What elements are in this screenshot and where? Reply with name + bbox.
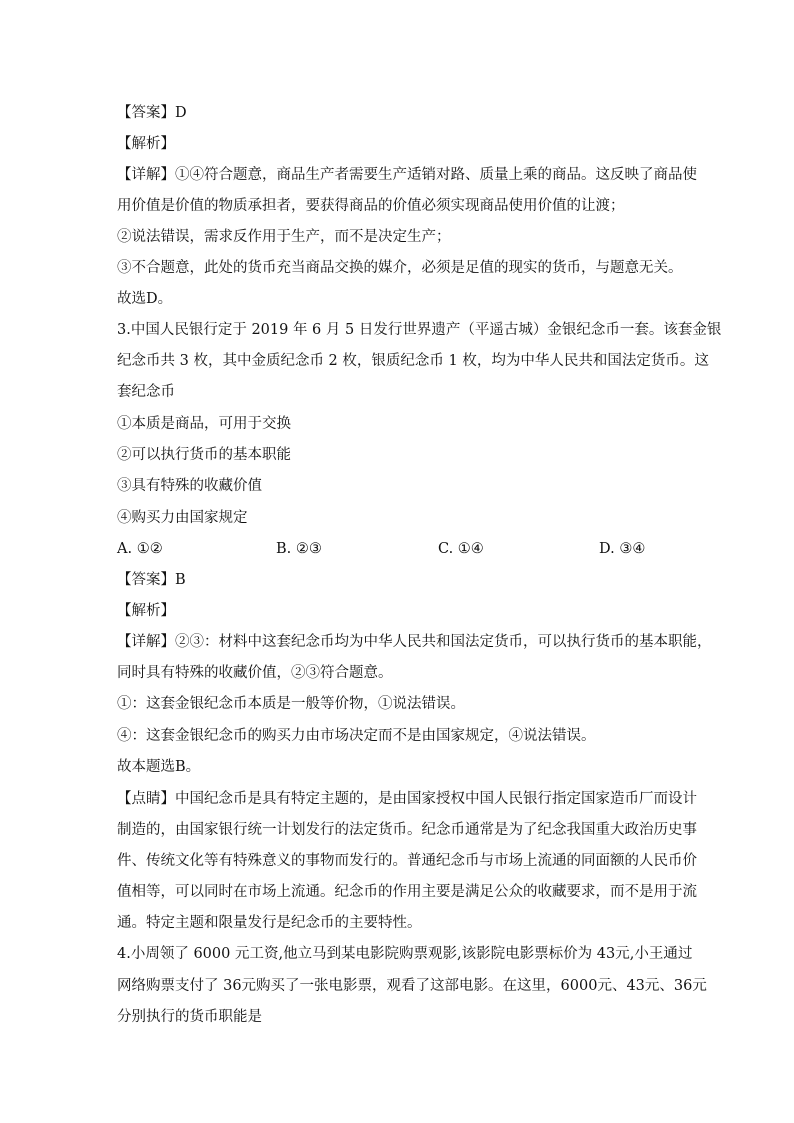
- q4-stem-line-3: 分别执行的货币职能是: [117, 1009, 262, 1025]
- q3-analysis-label: 【解析】: [117, 603, 175, 619]
- q2-conclusion: 故选D。: [117, 291, 173, 307]
- q3-option-c: C. ①④: [438, 541, 484, 557]
- q3-tip-line-4: 值相等，可以同时在市场上流通。纪念币的作用主要是满足公众的收藏要求，而不是用于流: [117, 884, 697, 900]
- q3-conclusion: 故本题选B。: [117, 759, 201, 775]
- q4-stem-line-2: 网络购票支付了 36元购买了一张电影票，观看了这部电影。在这里，6000元、43元、36元: [117, 978, 707, 994]
- q3-point-4: ④：这套金银纪念币的购买力由市场决定而不是由国家规定，④说法错误。: [117, 728, 596, 744]
- q2-point-2: ②说法错误，需求反作用于生产，而不是决定生产；: [117, 229, 451, 245]
- q3-option-a: A. ①②: [117, 541, 163, 557]
- q3-detail-line-2: 同时具有特殊的收藏价值，②③符合题意。: [117, 665, 393, 681]
- q3-tip-line-1: 【点睛】中国纪念币是具有特定主题的，是由国家授权中国人民银行指定国家造币厂而设计: [117, 791, 697, 807]
- q3-stem-line-1: 3.中国人民银行定于 2019 年 6 月 5 日发行世界遗产（平遥古城）金银纪念币一套。该套金银: [117, 322, 722, 338]
- q3-statement-1: ①本质是商品，可用于交换: [117, 416, 291, 432]
- q4-stem-line-1: 4.小周领了 6000 元工资,他立马到某电影院购票观影,该影院电影票标价为 43元,小王通过: [117, 946, 693, 962]
- q2-answer: 【答案】D: [117, 105, 187, 121]
- q2-detail-line-2: 用价值是价值的物质承担者，要获得商品的价值必须实现商品使用价值的让渡；: [117, 198, 625, 214]
- q2-detail-line-1: 【详解】①④符合题意，商品生产者需要生产适销对路、质量上乘的商品。这反映了商品使: [117, 167, 697, 183]
- q3-tip-line-3: 件、传统文化等有特殊意义的事物而发行的。普通纪念币与市场上流通的同面额的人民币价: [117, 853, 697, 869]
- q3-tip-line-2: 制造的，由国家银行统一计划发行的法定货币。纪念币通常是为了纪念我国重大政治历史事: [117, 822, 697, 838]
- q3-answer: 【答案】B: [117, 572, 186, 588]
- q2-analysis-label: 【解析】: [117, 136, 175, 152]
- q3-tip-line-5: 通。特定主题和限量发行是纪念币的主要特性。: [117, 915, 422, 931]
- q3-statement-3: ③具有特殊的收藏价值: [117, 478, 262, 494]
- q3-detail-line-1: 【详解】②③：材料中这套纪念币均为中华人民共和国法定货币，可以执行货币的基本职能，: [117, 634, 712, 650]
- q3-point-1: ①：这套金银纪念币本质是一般等价物，①说法错误。: [117, 696, 465, 712]
- q3-stem-line-3: 套纪念币: [117, 384, 175, 400]
- q3-statement-2: ②可以执行货币的基本职能: [117, 447, 291, 463]
- q3-option-b: B. ②③: [276, 541, 322, 557]
- q3-option-d: D. ③④: [599, 541, 646, 557]
- q3-statement-4: ④购买力由国家规定: [117, 510, 248, 526]
- q2-point-3: ③不合题意，此处的货币充当商品交换的媒介，必须是足值的现实的货币，与题意无关。: [117, 260, 683, 276]
- q3-stem-line-2: 纪念币共 3 枚，其中金质纪念币 2 枚，银质纪念币 1 枚，均为中华人民共和国法定货币。这: [117, 353, 709, 369]
